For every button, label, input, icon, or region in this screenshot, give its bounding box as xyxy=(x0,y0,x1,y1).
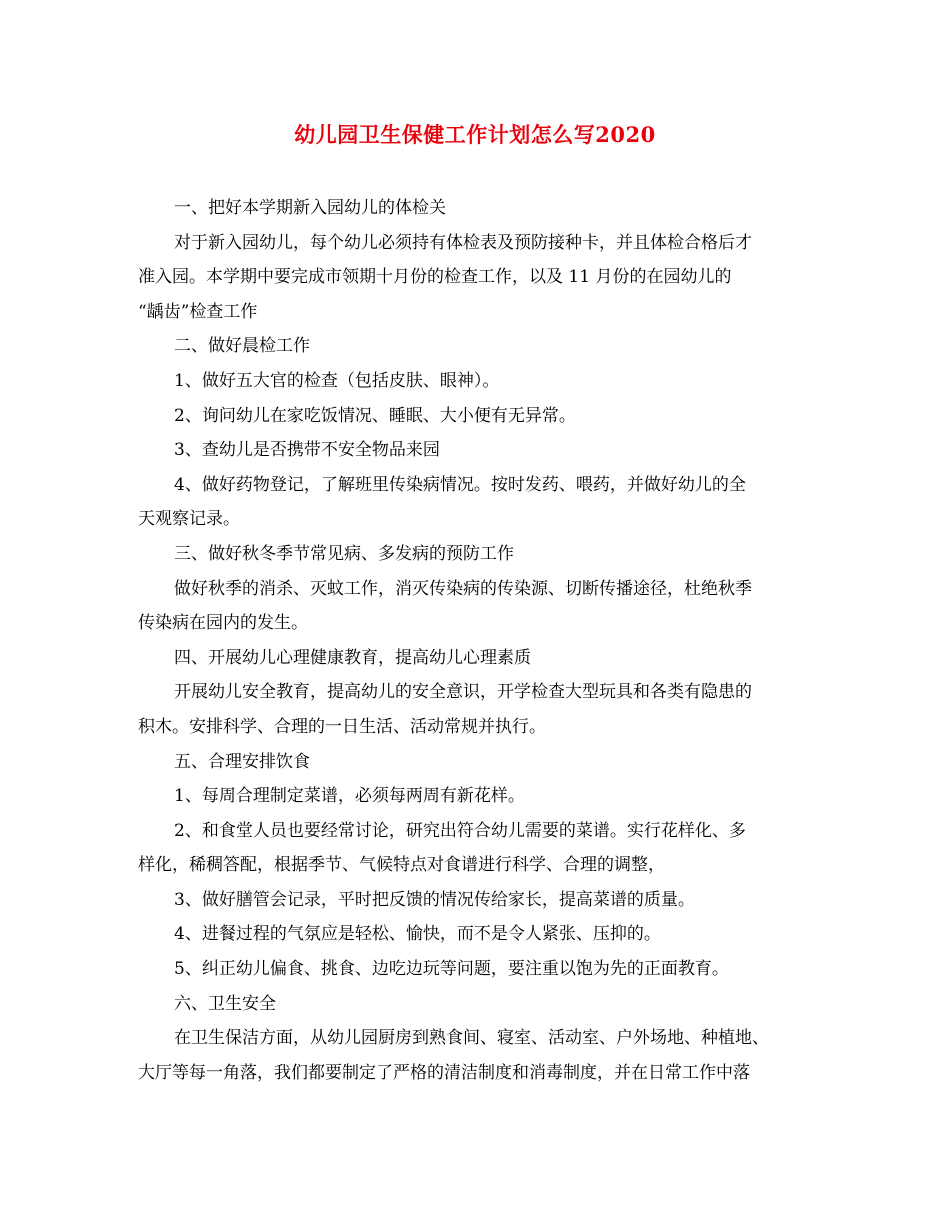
paragraph-line: 准入园。本学期中要完成市领期十月份的检查工作，以及 11 月份的在园幼儿的 xyxy=(138,267,732,288)
paragraph-line: 2、和食堂人员也要经常讨论，研究出符合幼儿需要的菜谱。实行花样化、多 xyxy=(174,820,746,841)
paragraph-line: 3、做好膳管会记录，平时把反馈的情况传给家长，提高菜谱的质量。 xyxy=(174,889,695,910)
document-title: 幼儿园卫生保健工作计划怎么写2020 xyxy=(294,122,656,147)
paragraph-line: 对于新入园幼儿，每个幼儿必须持有体检表及预防接种卡，并且体检合格后才 xyxy=(174,232,752,253)
paragraph-line: 4、进餐过程的气氛应是轻松、愉快，而不是令人紧张、压抑的。 xyxy=(174,924,661,945)
paragraph-line: 传染病在园内的发生。 xyxy=(138,613,308,634)
paragraph-line: 五、合理安排饮食 xyxy=(174,751,310,772)
paragraph-line: 开展幼儿安全教育，提高幼儿的安全意识，开学检查大型玩具和各类有隐患的 xyxy=(174,682,752,703)
paragraph-line: 三、做好秋冬季节常见病、多发病的预防工作 xyxy=(174,543,514,564)
paragraph-line: 样化，稀稠答配，根据季节、气候特点对食谱进行科学、合理的调整， xyxy=(138,855,665,876)
document-body xyxy=(138,191,818,1090)
paragraph-line: 一、把好本学期新入园幼儿的体检关 xyxy=(174,198,446,218)
paragraph-line: 1、做好五大官的检查（包括皮肤、眼神）。 xyxy=(174,370,500,391)
paragraph-line: 在卫生保洁方面，从幼儿园厨房到熟食间、寝室、活动室、户外场地、种植地、 xyxy=(174,1028,769,1049)
paragraph-line: 2、询问幼儿在家吃饭情况、睡眠、大小便有无异常。 xyxy=(174,405,576,426)
paragraph-line: 4、做好药物登记，了解班里传染病情况。按时发药、喂药，并做好幼儿的全 xyxy=(174,474,746,495)
paragraph-line: 六、卫生安全 xyxy=(174,993,276,1014)
paragraph-line: “龋齿”检查工作 xyxy=(138,301,258,322)
paragraph-line: 5、纠正幼儿偏食、挑食、边吃边玩等问题，要注重以饱为先的正面教育。 xyxy=(174,959,729,980)
paragraph-line: 积木。安排科学、合理的一日生活、活动常规并执行。 xyxy=(138,716,546,737)
paragraph-line: 二、做好晨检工作 xyxy=(174,336,310,357)
paragraph-line: 1、每周合理制定菜谱，必须每两周有新花样。 xyxy=(174,786,525,807)
paragraph-line: 天观察记录。 xyxy=(138,509,240,530)
paragraph-line: 四、开展幼儿心理健康教育，提高幼儿心理素质 xyxy=(174,647,531,668)
paragraph-line: 大厅等每一角落，我们都要制定了严格的清洁制度和消毒制度，并在日常工作中落 xyxy=(138,1062,750,1083)
paragraph-line: 做好秋季的消杀、灭蚊工作，消灭传染病的传染源、切断传播途径，杜绝秋季 xyxy=(174,578,752,599)
paragraph-line: 3、查幼儿是否携带不安全物品来园 xyxy=(174,440,440,461)
